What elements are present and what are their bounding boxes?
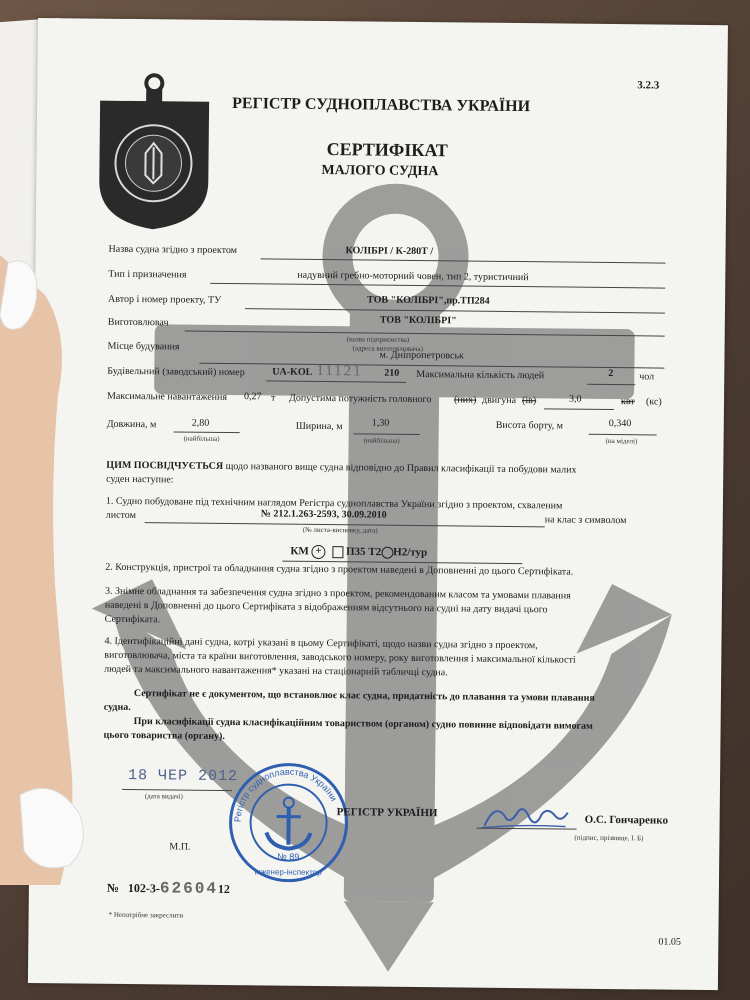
- maker-hint: (назва підприємства): [346, 335, 410, 344]
- maker-label: Виготовлювач: [107, 316, 169, 329]
- clause-1-end: на клас з символом: [544, 514, 627, 527]
- inspector-stamp-icon: [226, 760, 351, 885]
- page-code: 01.05: [658, 936, 681, 948]
- load-unit: т: [270, 392, 276, 404]
- width-hint: (найбільша): [363, 436, 400, 445]
- signer-name: О.С. Гончаренко: [584, 813, 669, 827]
- author-label: Автор і номер проекту, ТУ: [108, 293, 222, 306]
- number-prefix: №: [106, 880, 120, 895]
- place-label: Місце будування: [107, 340, 180, 353]
- number-series: 102-3-: [127, 880, 161, 896]
- type-value: надувний гребно-моторний човен, тип 2, туристичний: [297, 269, 529, 284]
- certificate-title: СЕРТИФІКАТ: [326, 139, 448, 161]
- footnote: * Непотрібне закреслити: [108, 910, 184, 920]
- registry-emblem-icon: [91, 71, 218, 232]
- build-number-value: UA-KOL: [272, 366, 313, 378]
- note-2-line1: При класифікації судна класифікаційним товариством (органом) судно повинне відповідати вимогам: [133, 716, 593, 732]
- class-rest: П35 Т2: [345, 545, 382, 559]
- power-unit: (кс): [645, 396, 662, 408]
- note-2-line2: цього товариства (органу).: [103, 729, 225, 742]
- stamp-role: інженер-інспектор: [254, 867, 322, 878]
- author-value: ТОВ "КОЛІБРІ",пр.ТП284: [367, 294, 490, 307]
- cross-circle-icon: +: [311, 545, 325, 559]
- power-label: Допустима потужність головного: [288, 392, 432, 406]
- build-number-suffix: 210: [384, 367, 400, 379]
- vessel-name-value: КОЛІБРІ / К-280Т /: [345, 245, 434, 258]
- clause-1-letter: № 212.1.263-2593, 30.09.2010: [260, 508, 387, 521]
- load-label: Максимальне навантаження: [106, 390, 228, 403]
- maker-value: ТОВ "КОЛІБРІ": [379, 314, 457, 327]
- height-hint: (на міделі): [605, 436, 638, 446]
- people-value: 2: [608, 367, 614, 380]
- certify-lead: ЦИМ ПОСВІДЧУЄТЬСЯ: [106, 459, 224, 472]
- length-value: 2,80: [191, 417, 210, 429]
- people-unit: чол: [639, 371, 655, 383]
- registry-title: РЕГІСТР СУДНОПЛАВСТВА УКРАЇНИ: [232, 95, 531, 116]
- clause-4-line3: людей та максимального навантаження* указані на стаціонарній табличці судна.: [104, 663, 448, 679]
- clause-3-line2: наведені в Доповненні до цього Сертифіката з відображенням відсутнього на судні на дату видачі цього: [104, 599, 548, 616]
- stamp-number: № 89: [277, 851, 300, 862]
- class-km: КМ: [290, 545, 309, 558]
- length-label: Довжина, м: [106, 418, 157, 431]
- place-hint: (адреса виготовлювача): [352, 344, 423, 354]
- note-1-line1: Сертифікат не є документом, що встановлює клас судна, придатність до плавання та умови плавання: [133, 688, 595, 704]
- clause-4-line2: виготовлювача, міста та країни виготовлення, заводського номеру, року виготовлення і максимальної кількості: [104, 649, 576, 666]
- clause-1-line1: 1. Судно побудоване під технічним наглядом Регістра судноплавства України згідно з проектом, схваленим: [105, 495, 563, 512]
- type-label: Тип і призначення: [108, 268, 187, 281]
- power-unit-struck: квт: [620, 396, 635, 408]
- class-end: Н2/тур: [393, 546, 428, 559]
- clause-1-start: листом: [105, 509, 137, 522]
- clause-2: 2. Конструкція, пристрої та обладнання судна згідно з проектом наведені в Доповненні до цього Сертифіката.: [105, 561, 574, 578]
- circle-symbol-icon: [381, 547, 393, 559]
- registry-signature-label: РЕГІСТР УКРАЇНИ: [336, 806, 438, 820]
- power-label-struck-2: (ів): [521, 395, 537, 407]
- power-label-engine: двигуна: [481, 394, 517, 407]
- box-symbol-icon: [332, 546, 343, 558]
- width-value: 1,30: [371, 417, 390, 429]
- class-symbol: [290, 545, 427, 560]
- certificate-number: [107, 879, 230, 898]
- seal-place-label: М.П.: [169, 841, 191, 853]
- issue-date-stamp: 18 ЧЕР 2012: [127, 766, 239, 786]
- certificate-paper: [28, 18, 728, 990]
- note-1-line2: судна.: [103, 701, 131, 714]
- clause-3-line1: 3. Знімне обладнання та забезпечення судна згідно з проектом, рекомендованим класом та умовами плавання: [104, 585, 571, 602]
- clause-4-line1: 4. Ідентифікаційні дані судна, котрі указані в цьому Сертифікаті, щодо назви судна згідно з проектом,: [104, 635, 538, 652]
- power-label-struck: (них): [453, 394, 477, 406]
- build-number-stamped: 11121: [316, 362, 363, 380]
- place-value: м. Дніпропетровськ: [379, 349, 464, 362]
- vessel-name-label: Назва судна згідно з проектом: [108, 243, 238, 257]
- hand-holding-paper: [0, 255, 95, 885]
- power-value: 3,0: [568, 393, 582, 405]
- form-code: 3.2.3: [637, 79, 660, 92]
- clause-1-letter-hint: (№ листа-висновку, дата): [302, 525, 378, 535]
- certificate-subtitle: МАЛОГО СУДНА: [321, 162, 439, 180]
- load-value: 0,27: [243, 391, 262, 403]
- height-label: Висота борту, м: [495, 419, 564, 432]
- clause-3-line3: Сертифіката.: [104, 613, 161, 626]
- signer-hint: (підпис, прізвище, І. Б): [574, 833, 644, 843]
- height-value: 0,340: [608, 417, 632, 430]
- length-hint: (найбільша): [183, 434, 220, 443]
- number-digits: 62604: [159, 879, 219, 898]
- people-label: Максимальна кількість людей: [416, 368, 545, 382]
- issue-date-hint: (дата видачі): [144, 792, 183, 801]
- number-suffix: 12: [217, 881, 231, 897]
- certify-lead-rest: щодо названого вище судна відповідно до Правил класифікації та побудови малих: [223, 460, 577, 476]
- build-number-label: Будівельний (заводський) номер: [107, 365, 245, 379]
- certify-lead-line2: суден наступне:: [106, 473, 174, 486]
- width-label: Ширина, м: [295, 420, 343, 433]
- stamp-text: Регістр судноплавства України: [232, 766, 339, 823]
